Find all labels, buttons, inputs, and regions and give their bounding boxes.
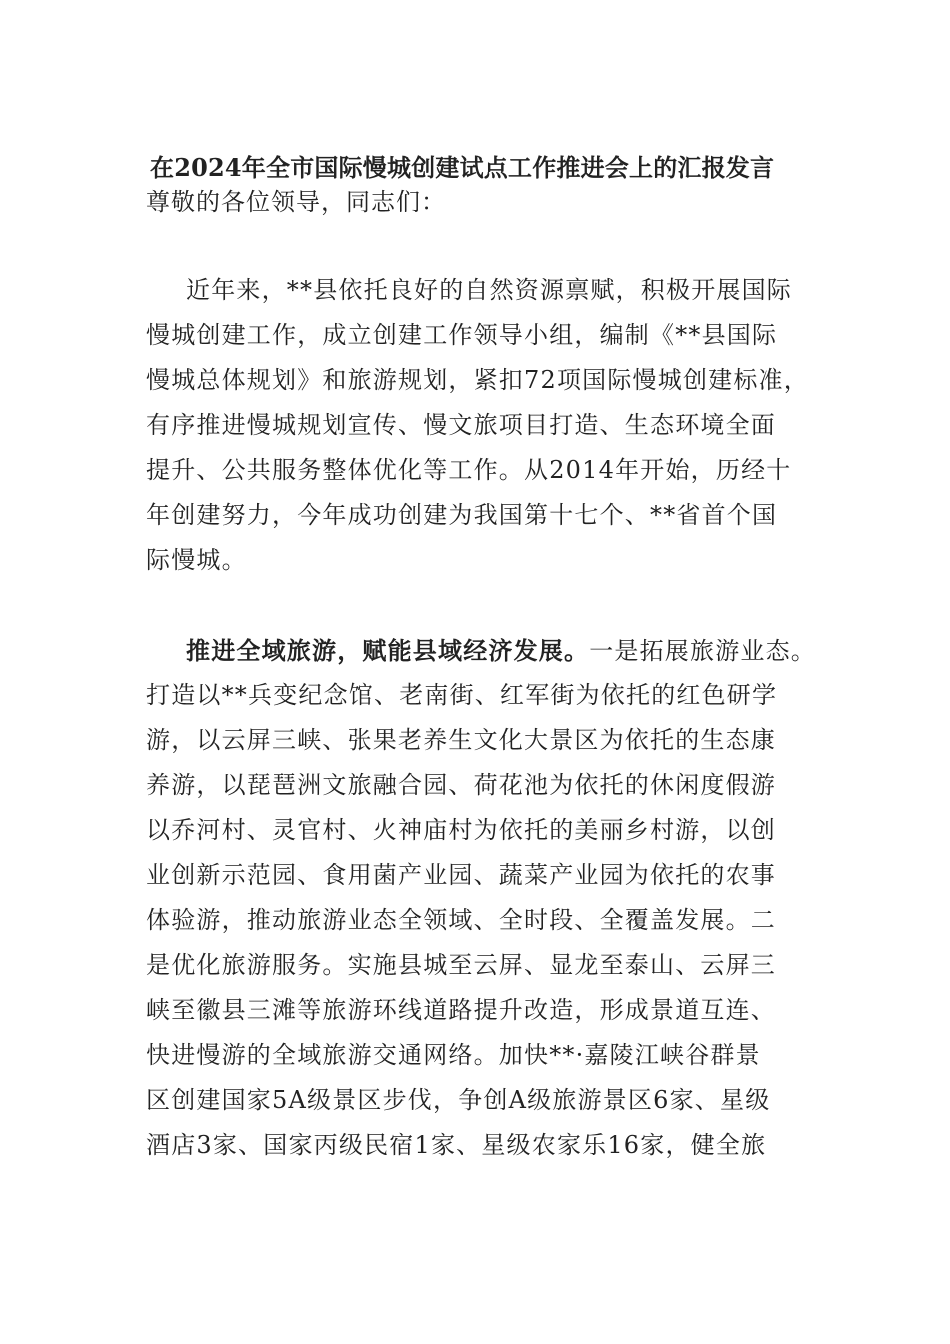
paragraph-line: 近年来，**县依托良好的自然资源禀赋，积极开展国际: [186, 276, 792, 304]
paragraph-first-line: [146, 628, 836, 673]
paragraph-line: 区创建国家5A级景区步伐，争创A级旅游景区6家、星级: [146, 1086, 771, 1114]
paragraph-line: 酒店3家、国家丙级民宿1家、星级农家乐16家，健全旅: [146, 1131, 767, 1159]
paragraph-line: 游，以云屏三峡、张果老养生文化大景区为依托的生态康: [146, 726, 776, 754]
paragraph-line-rest: 一是拓展旅游业态。: [589, 637, 817, 665]
paragraph-line: 以乔河村、灵官村、火神庙村为依托的美丽乡村游，以创: [146, 816, 776, 844]
paragraph-line: 快进慢游的全域旅游交通网络。加快**·嘉陵江峡谷群景: [146, 1041, 761, 1069]
paragraph-line: 是优化旅游服务。实施县城至云屏、显龙至泰山、云屏三: [146, 951, 776, 979]
paragraph-line: 有序推进慢城规划宣传、慢文旅项目打造、生态环境全面: [146, 411, 776, 439]
paragraph-line: 慢城总体规划》和旅游规划，紧扣72项国际慢城创建标准，: [146, 366, 809, 394]
paragraph-line: 峡至徽县三滩等旅游环线道路提升改造，形成景道互连、: [146, 996, 776, 1024]
document-title: 在2024年全市国际慢城创建试点工作推进会上的汇报发言: [150, 153, 775, 182]
paragraph-line: 际慢城。: [146, 546, 247, 574]
paragraph-line: 养游，以琵琶洲文旅融合园、荷花池为依托的休闲度假游: [146, 771, 776, 799]
paragraph-tourism: [146, 628, 836, 1168]
paragraph-line: 慢城创建工作，成立创建工作领导小组，编制《**县国际: [146, 321, 778, 349]
salutation: 尊敬的各位领导，同志们：: [146, 188, 446, 216]
paragraph-line: 体验游，推动旅游业态全领域、全时段、全覆盖发展。二: [146, 906, 776, 934]
paragraph-intro: [146, 268, 836, 583]
paragraph-line: 提升、公共服务整体优化等工作。从2014年开始，历经十: [146, 456, 792, 484]
paragraph-line: 年创建努力，今年成功创建为我国第十七个、**省首个国: [146, 501, 778, 529]
paragraph-line: 打造以**兵变纪念馆、老南街、红军街为依托的红色研学: [146, 681, 778, 709]
paragraph-line: 业创新示范园、食用菌产业园、蔬菜产业园为依托的农事: [146, 861, 776, 889]
section-heading: 推进全域旅游，赋能县域经济发展。: [186, 636, 590, 665]
